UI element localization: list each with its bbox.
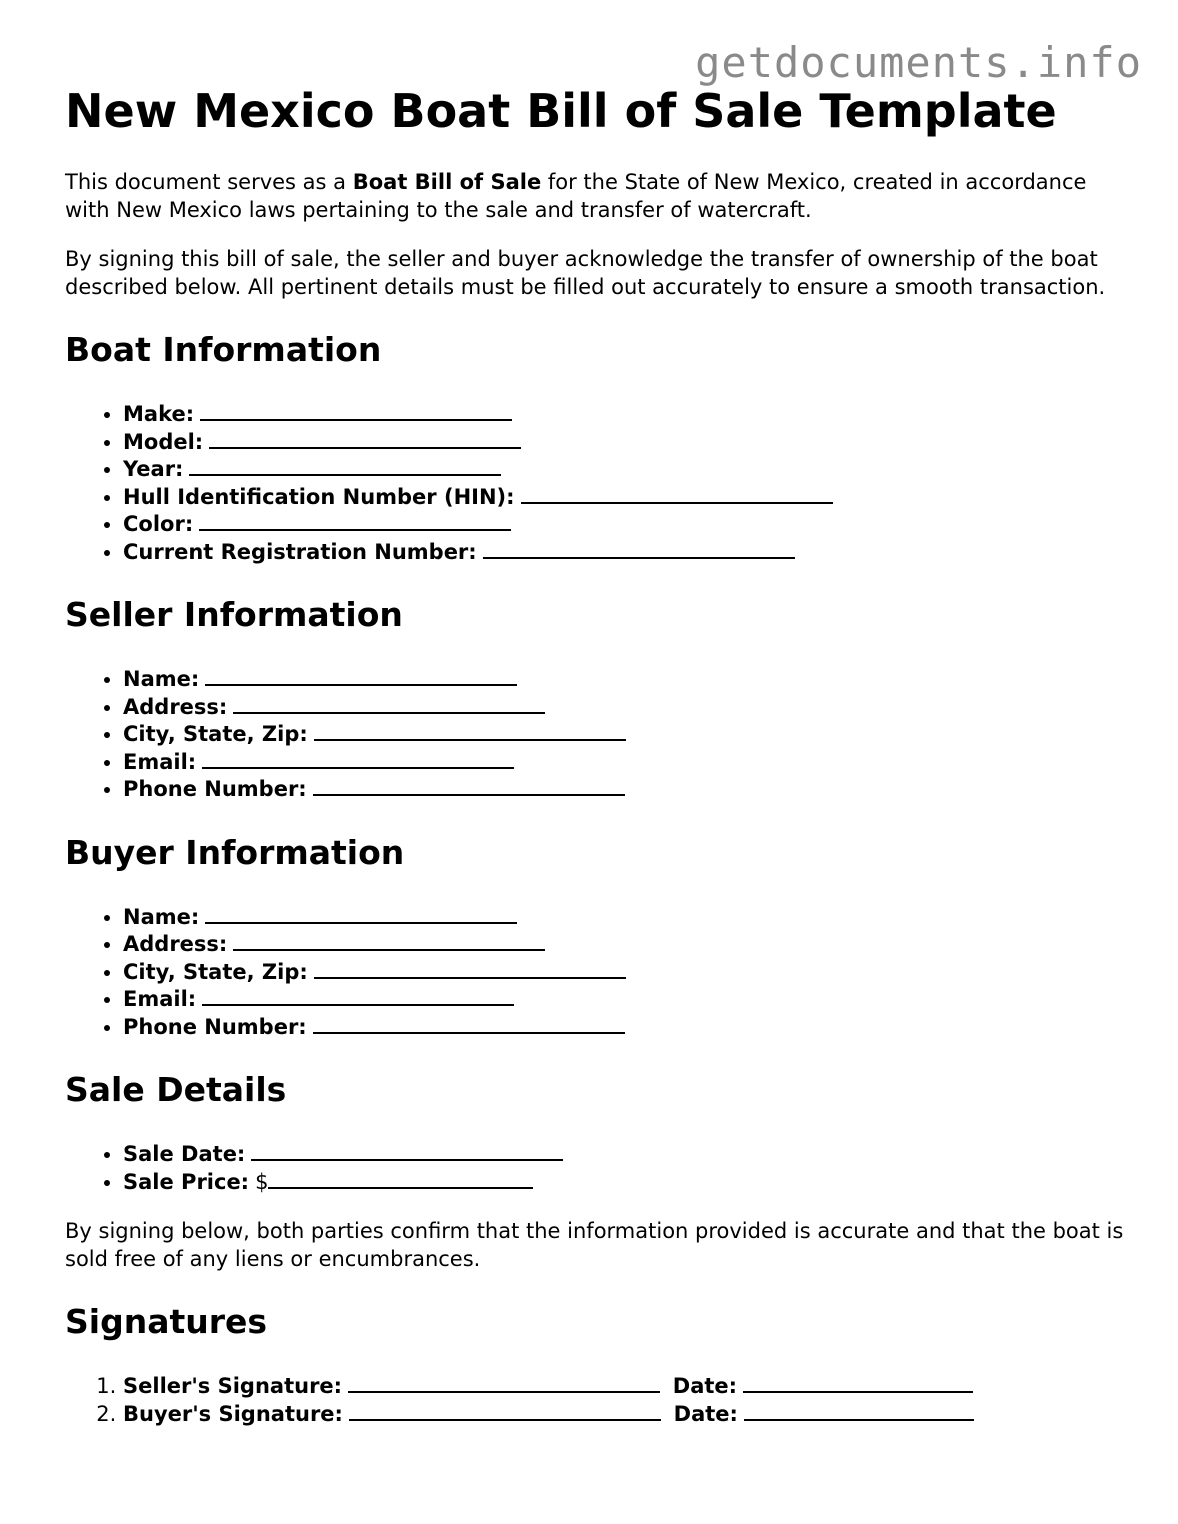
field-label: Phone Number: xyxy=(123,1014,307,1039)
seller-info-list xyxy=(65,666,1125,804)
buyer-phone-item xyxy=(123,1014,1125,1042)
buyer-city-blank[interactable] xyxy=(314,959,626,979)
seller-city-blank[interactable] xyxy=(314,721,626,741)
seller-email-blank[interactable] xyxy=(202,749,514,769)
buyer-phone-blank[interactable] xyxy=(313,1014,625,1034)
watermark: getdocuments.info xyxy=(695,38,1142,87)
field-label: Year: xyxy=(123,457,184,481)
boat-hin-blank[interactable] xyxy=(521,484,833,504)
seller-name-item xyxy=(123,666,1125,694)
boat-info-list xyxy=(65,401,1125,566)
boat-color-blank[interactable] xyxy=(199,511,511,531)
closing-paragraph: By signing below, both parties confirm that the information provided is accurate and that the boat is sold free of any liens or encumbrances. xyxy=(65,1219,1124,1271)
seller-phone-blank[interactable] xyxy=(313,776,625,796)
seller-info-heading: Seller Information xyxy=(65,595,403,634)
sale-details-list xyxy=(65,1141,1125,1196)
buyer-signature-blank[interactable] xyxy=(349,1401,661,1421)
buyer-email-blank[interactable] xyxy=(202,986,514,1006)
buyer-city-item xyxy=(123,959,1125,987)
seller-email-item xyxy=(123,749,1125,777)
seller-address-item xyxy=(123,694,1125,722)
field-label: Color: xyxy=(123,512,194,536)
currency-symbol: $ xyxy=(255,1169,269,1194)
field-label: Email: xyxy=(123,987,197,1011)
sale-price-item xyxy=(123,1169,1125,1197)
field-label: City, State, Zip: xyxy=(123,722,308,746)
date-label: Date: xyxy=(673,1401,738,1426)
intro-text-before: This document serves as a xyxy=(65,170,353,194)
boat-model-blank[interactable] xyxy=(209,429,521,449)
boat-model-item xyxy=(123,429,1125,457)
boat-make-item xyxy=(123,401,1125,429)
boat-year-item xyxy=(123,456,1125,484)
buyer-name-blank[interactable] xyxy=(205,904,517,924)
seller-signature-blank[interactable] xyxy=(348,1373,660,1393)
boat-make-blank[interactable] xyxy=(200,401,512,421)
buyer-signature-item xyxy=(123,1401,1125,1429)
boat-color-item xyxy=(123,511,1125,539)
field-label: City, State, Zip: xyxy=(123,959,308,984)
seller-name-blank[interactable] xyxy=(205,666,517,686)
field-label: Phone Number: xyxy=(123,777,307,801)
buyer-address-item xyxy=(123,931,1125,959)
field-label: Hull Identification Number (HIN): xyxy=(123,484,515,509)
field-label: Buyer's Signature: xyxy=(123,1401,343,1426)
seller-date-blank[interactable] xyxy=(743,1373,973,1393)
buyer-email-item xyxy=(123,986,1125,1014)
document-page xyxy=(65,80,1125,1428)
seller-city-item xyxy=(123,721,1125,749)
buyer-name-item xyxy=(123,904,1125,932)
field-label: Email: xyxy=(123,749,197,774)
intro-bold-term: Boat Bill of Sale xyxy=(352,170,542,194)
sale-date-item xyxy=(123,1141,1125,1169)
seller-phone-item xyxy=(123,776,1125,804)
field-label: Sale Price: xyxy=(123,1169,250,1194)
signatures-list xyxy=(65,1373,1125,1428)
seller-signature-item xyxy=(123,1373,1125,1401)
intro-paragraph-2: By signing this bill of sale, the seller and buyer acknowledge the transfer of ownership of the boat described below. All pertinent details must be filled out accurately to ensure a smooth transaction. xyxy=(65,247,1106,299)
seller-address-blank[interactable] xyxy=(233,694,545,714)
field-label: Name: xyxy=(123,904,200,929)
buyer-info-heading: Buyer Information xyxy=(65,832,405,872)
sale-details-heading: Sale Details xyxy=(65,1070,287,1109)
buyer-info-list xyxy=(65,904,1125,1042)
field-label: Make: xyxy=(123,402,195,426)
date-label: Date: xyxy=(672,1374,738,1398)
buyer-address-blank[interactable] xyxy=(233,931,545,951)
field-label: Seller's Signature: xyxy=(123,1374,343,1398)
signatures-heading: Signatures xyxy=(65,1302,268,1341)
field-label: Address: xyxy=(123,932,228,956)
page-title: New Mexico Boat Bill of Sale Template xyxy=(65,84,1057,138)
boat-registration-item xyxy=(123,539,1125,567)
boat-registration-blank[interactable] xyxy=(483,539,795,559)
field-label: Model: xyxy=(123,429,204,454)
sale-price-blank[interactable] xyxy=(268,1169,533,1189)
boat-info-heading: Boat Information xyxy=(65,330,382,369)
intro-paragraph-1 xyxy=(65,169,1125,224)
field-label: Current Registration Number: xyxy=(123,539,477,564)
buyer-date-blank[interactable] xyxy=(744,1401,974,1421)
sale-date-blank[interactable] xyxy=(251,1141,563,1161)
field-label: Address: xyxy=(123,694,228,719)
boat-year-blank[interactable] xyxy=(189,456,501,476)
field-label: Name: xyxy=(123,667,200,691)
intro-text-after: for the State of New Mexico, created in accordance with New Mexico laws pertaining to the sale and transfer of watercraft. xyxy=(65,170,1087,222)
field-label: Sale Date: xyxy=(123,1142,246,1166)
boat-hin-item xyxy=(123,484,1125,512)
